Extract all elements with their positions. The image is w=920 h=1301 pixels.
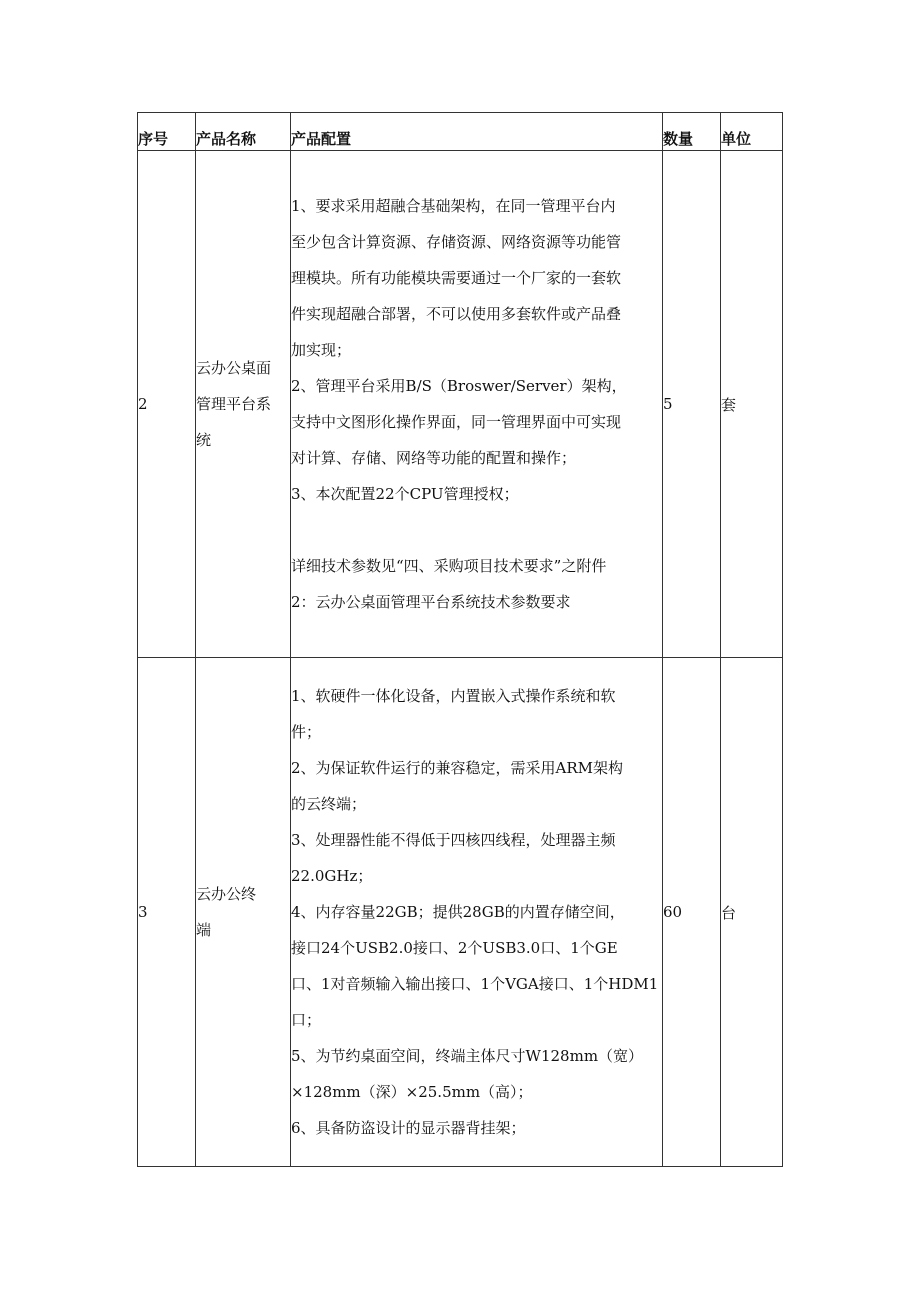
config-line: 1、软硬件一体化设备，内置嵌入式操作系统和软 — [291, 687, 616, 705]
config-line: 接口24个USB2.0接口、2个USB3.0口、1个GE — [291, 939, 618, 957]
config-line: 支持中文图形化操作界面，同一管理界面中可实现 — [291, 413, 622, 431]
row-product-name — [196, 151, 291, 658]
config-line: 加实现； — [291, 341, 352, 359]
config-line: 理模块。所有功能模块需要通过一个厂家的一套软 — [291, 269, 622, 287]
table-header-row — [138, 113, 783, 151]
table-row — [138, 151, 783, 658]
row-config — [291, 151, 663, 658]
config-line: 口、1对音频输入输出接口、1个VGA接口、1个HDM1 — [291, 975, 659, 993]
config-line: 4、内存容量22GB；提供28GB的内置存储空间， — [291, 903, 625, 921]
config-line: 22.0GHz； — [291, 867, 373, 885]
header-no: 序号 — [138, 113, 196, 151]
name-line: 统 — [196, 431, 212, 449]
row-qty: 60 — [663, 658, 721, 1167]
config-line: 的云终端； — [291, 795, 367, 813]
config-line: ×128mm（深）×25.5mm（高）； — [291, 1083, 533, 1101]
row-no: 2 — [138, 151, 196, 658]
row-no: 3 — [138, 658, 196, 1167]
config-line: 2：云办公桌面管理平台系统技术参数要求 — [291, 593, 571, 611]
config-line: 2、为保证软件运行的兼容稳定，需采用ARM架构 — [291, 759, 624, 777]
row-product-name — [196, 658, 291, 1167]
config-line: 件； — [291, 723, 322, 741]
name-line: 云办公终 — [196, 885, 257, 903]
row-unit: 台 — [721, 658, 783, 1167]
config-line: 3、本次配置22个CPU管理授权； — [291, 485, 519, 503]
config-line: 至少包含计算资源、存储资源、网络资源等功能管 — [291, 233, 622, 251]
name-line: 云办公桌面 — [196, 359, 272, 377]
row-qty: 5 — [663, 151, 721, 658]
config-blank-line — [291, 512, 662, 548]
config-line: 1、要求采用超融合基础架构，在同一管理平台内 — [291, 197, 616, 215]
config-line: 2、管理平台采用B/S（Broswer/Server）架构， — [291, 377, 627, 395]
config-line: 口； — [291, 1011, 322, 1029]
header-qty: 数量 — [663, 113, 721, 151]
name-line: 管理平台系 — [196, 395, 272, 413]
name-line: 端 — [196, 921, 212, 939]
header-config: 产品配置 — [291, 113, 663, 151]
header-unit: 单位 — [721, 113, 783, 151]
row-unit: 套 — [721, 151, 783, 658]
config-line: 对计算、存储、网络等功能的配置和操作； — [291, 449, 577, 467]
config-line: 3、处理器性能不得低于四核四线程，处理器主频 — [291, 831, 616, 849]
header-name: 产品名称 — [196, 113, 291, 151]
config-line: 详细技术参数见“四、采购项目技术要求”之附件 — [291, 557, 607, 575]
table-row — [138, 658, 783, 1167]
config-line: 5、为节约桌面空间，终端主体尺寸W128mm（宽） — [291, 1047, 644, 1065]
config-line: 件实现超融合部署，不可以使用多套软件或产品叠 — [291, 305, 622, 323]
config-line: 6、具备防盗设计的显示器背挂架； — [291, 1119, 526, 1137]
product-spec-table — [137, 112, 783, 1167]
row-config — [291, 658, 663, 1167]
